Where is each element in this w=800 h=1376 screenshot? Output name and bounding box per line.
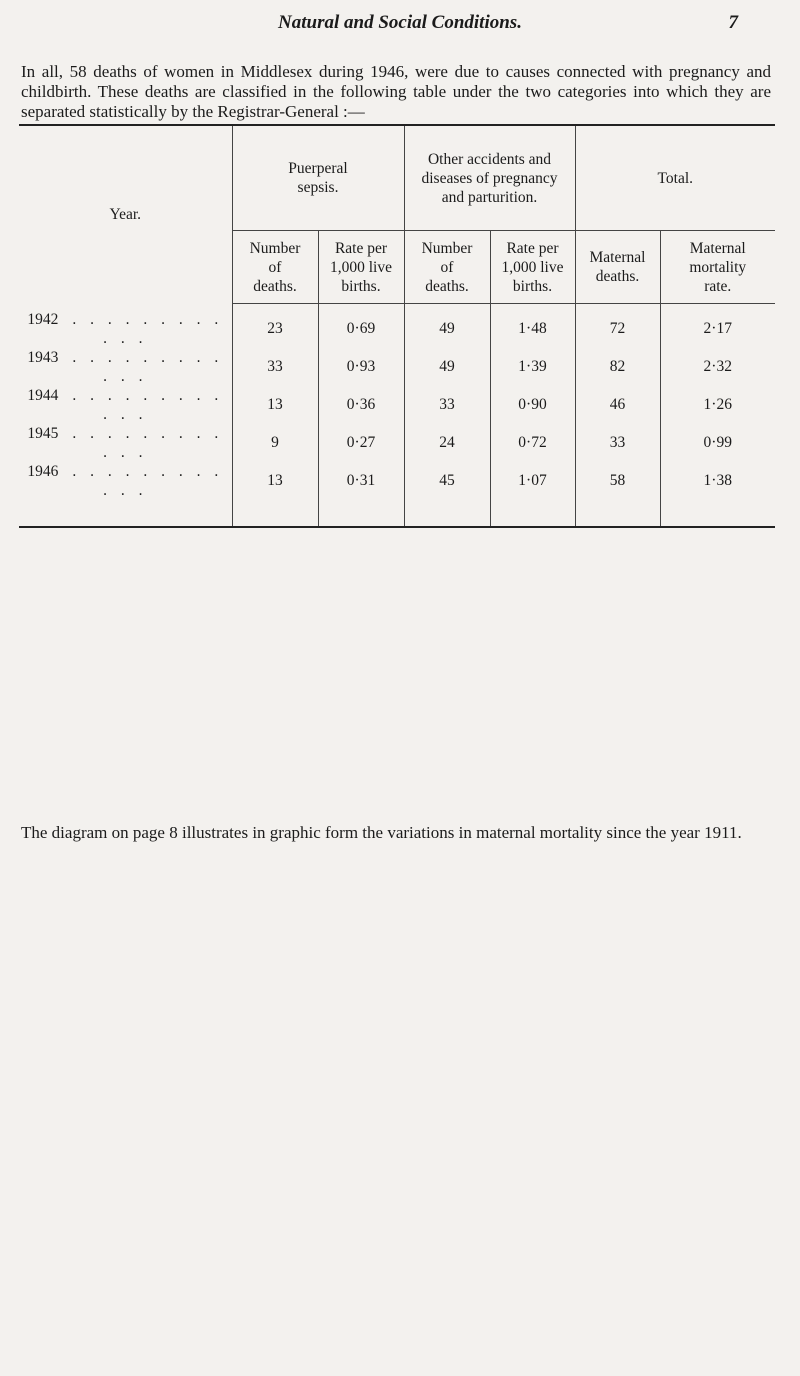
table-cell: 2·17 [660,304,775,348]
group-header-label: Other accidents and diseases of pregnancy and parturition. [421,150,558,206]
year-cell [19,424,232,462]
table-cell: 46 [575,386,660,424]
year-cell [19,462,232,527]
table-row [19,386,775,424]
group-header-puerperal-sepsis [232,125,404,231]
page-number: 7 [728,12,738,33]
subheader-label: Number of deaths. [249,239,301,295]
running-title: Natural and Social Conditions. [278,12,522,33]
table-cell: 2·32 [660,348,775,386]
table-cell: 13 [232,386,318,424]
table-cell: 1·07 [490,462,575,527]
table-cell: 33 [404,386,490,424]
table-cell: 23 [232,304,318,348]
year-value: 1946 [27,462,59,480]
intro-paragraph: In all, 58 deaths of women in Middlesex during 1946, were due to causes connected with pregnancy and childbirth. These deaths are classified in the following table under the two categories into which they are separated statistically by the Registrar-General :— [21,62,771,121]
year-value: 1945 [27,424,59,442]
table-cell: 33 [232,348,318,386]
subheader-number-of-deaths [232,231,318,304]
year-cell [19,386,232,424]
table-cell: 0·99 [660,424,775,462]
year-column-header: Year. [109,206,142,224]
table-cell: 0·36 [318,386,404,424]
table-cell: 1·26 [660,386,775,424]
table-cell: 0·90 [490,386,575,424]
table-row [19,424,775,462]
table-cell: 9 [232,424,318,462]
table-cell: 1·48 [490,304,575,348]
year-value: 1943 [27,348,59,366]
table-cell: 72 [575,304,660,348]
table-cell: 0·31 [318,462,404,527]
leader-dots: . . . . . . . . . . . . [72,424,224,461]
table-cell: 0·72 [490,424,575,462]
leader-dots: . . . . . . . . . . . . [72,310,224,347]
table-cell: 1·39 [490,348,575,386]
maternal-deaths-table [19,124,775,528]
subheader-label: Number of deaths. [421,239,473,295]
leader-dots: . . . . . . . . . . . . [72,462,224,499]
leader-dots: . . . . . . . . . . . . [72,386,224,423]
group-header-label: Puerperal sepsis. [288,160,348,196]
table-cell: 0·69 [318,304,404,348]
table-cell: 49 [404,348,490,386]
group-header-total: Total. [575,125,775,231]
table-row [19,462,775,527]
closing-paragraph: The diagram on page 8 illustrates in graphic form the variations in maternal mortality since the year 1911. [21,823,742,842]
table-cell: 13 [232,462,318,527]
table-cell: 24 [404,424,490,462]
subheader-label: Rate per 1,000 live births. [330,239,392,295]
table-cell: 33 [575,424,660,462]
subheader-maternal-mortality-rate [660,231,775,304]
subheader-label: Maternal mortality rate. [689,239,747,295]
table-cell: 0·27 [318,424,404,462]
subheader-rate-per-1000 [490,231,575,304]
subheader-rate-per-1000 [318,231,404,304]
subheader-number-of-deaths [404,231,490,304]
subheader-maternal-deaths [575,231,660,304]
year-value: 1942 [27,310,59,328]
table-cell: 82 [575,348,660,386]
year-cell [19,348,232,386]
table-cell: 58 [575,462,660,527]
table-cell: 49 [404,304,490,348]
table-row [19,348,775,386]
year-value: 1944 [27,386,59,404]
table-row [19,304,775,348]
table-cell: 0·93 [318,348,404,386]
year-cell [19,304,232,348]
subheader-label: Rate per 1,000 live births. [501,239,564,295]
leader-dots: . . . . . . . . . . . . [72,348,224,385]
table-cell: 45 [404,462,490,527]
subheader-label: Maternal deaths. [589,249,646,285]
table-cell: 1·38 [660,462,775,527]
group-header-other-accidents [404,125,575,231]
